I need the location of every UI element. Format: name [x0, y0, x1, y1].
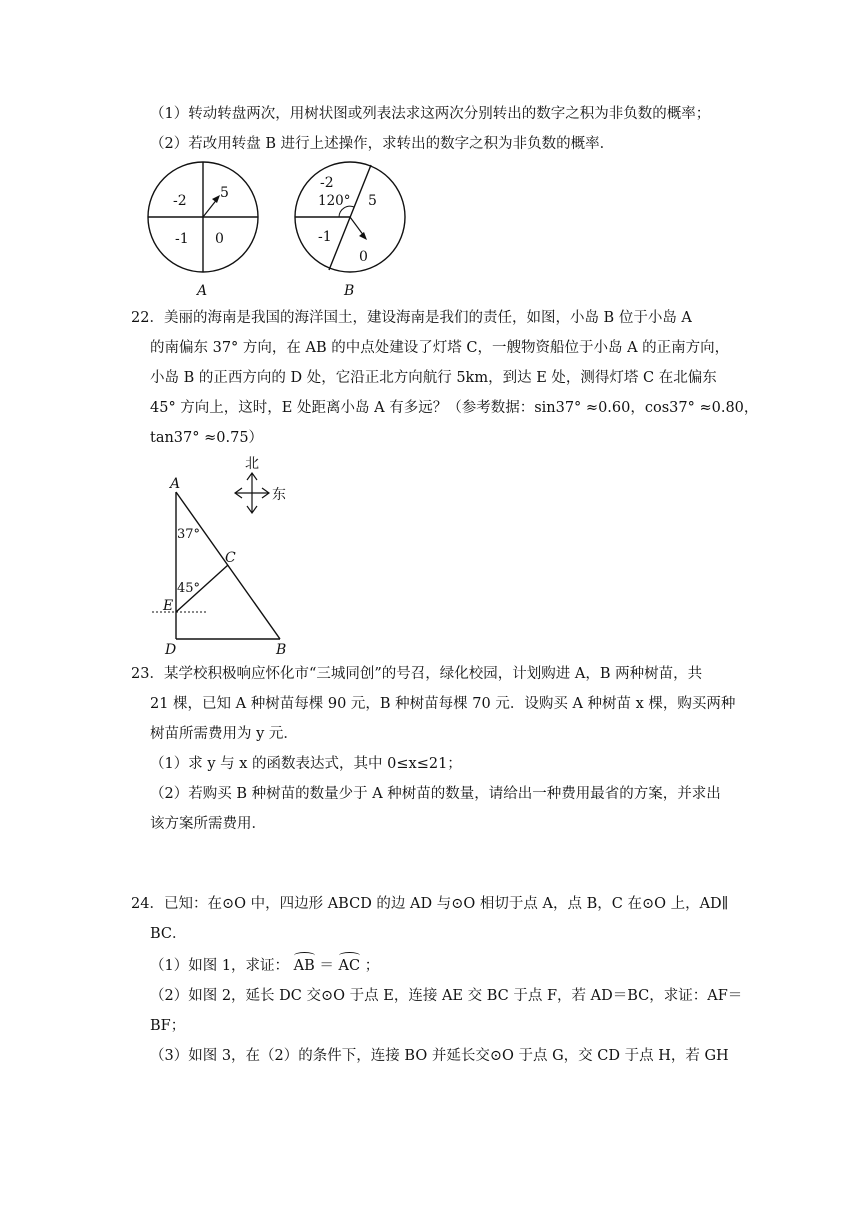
- angle-37-label: 37°: [177, 527, 201, 542]
- q24-line-1: 24．已知：在⊙O 中，四边形 ABCD 的边 AD 与⊙O 相切于点 A，点 B，C 在⊙O 上，AD∥: [131, 896, 729, 912]
- q24-line-4: （2）如图 2，延长 DC 交⊙O 于点 E，连接 AE 交 BC 于点 F，若 AD＝BC，求证：AF＝: [150, 988, 743, 1004]
- q22-line-2: 的南偏东 37° 方向，在 AB 的中点处建设了灯塔 C，一艘物资船位于小岛 A 的正南方向，: [150, 340, 730, 356]
- q22-line-4: 45° 方向上，这时，E 处距离小岛 A 有多远？（参考数据：sin37° ≈0.60，cos37° ≈0.80，: [150, 400, 759, 416]
- point-a-label: A: [170, 476, 181, 492]
- q21-part2: （2）若改用转盘 B 进行上述操作，求转出的数字之积为非负数的概率．: [150, 136, 615, 152]
- q24-line-5: BF；: [150, 1018, 186, 1034]
- spinner-a-num-2: 5: [220, 185, 229, 201]
- q23-line-5: （2）若购买 B 种树苗的数量少于 A 种树苗的数量，请给出一种费用最省的方案，并求出: [150, 786, 721, 802]
- spinner-b-num-2: 5: [368, 193, 377, 209]
- compass-icon: [235, 456, 286, 513]
- spinner-b-angle: 120°: [318, 193, 351, 209]
- spinner-a-num-3: -1: [175, 231, 189, 247]
- spinner-b-num-3: -1: [318, 229, 332, 245]
- q23-line-2: 21 棵，已知 A 种树苗每棵 90 元，B 种树苗每棵 70 元．设购买 A 种树苗 x 棵，购买两种: [150, 696, 736, 712]
- q23-line-4: （1）求 y 与 x 的函数表达式，其中 0≤x≤21；: [150, 756, 462, 772]
- q23-line-1: 23．某学校积极响应怀化市“三城同创”的号召，绿化校园，计划购进 A，B 两种树苗，共: [131, 666, 703, 682]
- point-e-label: E: [163, 598, 174, 614]
- q24-line-6: （3）如图 3，在（2）的条件下，连接 BO 并延长交⊙O 于点 G，交 CD 于点 H，若 GH: [150, 1048, 729, 1064]
- spinner-a-num-4: 0: [215, 231, 224, 247]
- q24-line-2: BC．: [150, 926, 187, 942]
- spinner-a: [148, 162, 258, 299]
- spinner-a-label: A: [197, 283, 208, 299]
- q22-line-5: tan37° ≈0.75）: [150, 430, 264, 446]
- q22-line-1: 22．美丽的海南是我国的海洋国土，建设海南是我们的责任，如图，小岛 B 位于小岛 A: [131, 310, 692, 326]
- equals-sign: ＝: [319, 958, 334, 974]
- q21-part1: （1）转动转盘两次，用树状图或列表法求这两次分别转出的数字之积为非负数的概率；: [150, 106, 711, 122]
- spinner-a-num-1: -2: [173, 193, 187, 209]
- q24-part1-text: （1）如图 1，求证：: [150, 958, 290, 974]
- compass-east-label: 东: [272, 487, 286, 503]
- point-d-label: D: [165, 642, 177, 657]
- q24-line-3: [150, 956, 379, 976]
- q22-line-3: 小岛 B 的正西方向的 D 处，它沿正北方向航行 5km，到达 E 处，测得灯塔 C 在北偏东: [150, 370, 717, 386]
- spinner-b-num-1: -2: [320, 175, 334, 191]
- spinner-b-num-4: 0: [359, 249, 368, 265]
- q23-line-6: 该方案所需费用．: [150, 816, 266, 832]
- spinner-b-label: B: [344, 283, 355, 299]
- arc-ab: AB: [293, 958, 315, 974]
- point-c-label: C: [225, 550, 236, 566]
- compass-north-label: 北: [245, 456, 259, 472]
- point-b-label: B: [276, 642, 287, 657]
- q22-figure: [140, 452, 300, 657]
- spinner-figures: [140, 160, 440, 300]
- semicolon: ；: [364, 958, 380, 974]
- spinner-b: [295, 162, 405, 299]
- angle-45-label: 45°: [177, 581, 201, 596]
- q23-line-3: 树苗所需费用为 y 元．: [150, 726, 298, 742]
- arc-ac: AC: [338, 958, 361, 974]
